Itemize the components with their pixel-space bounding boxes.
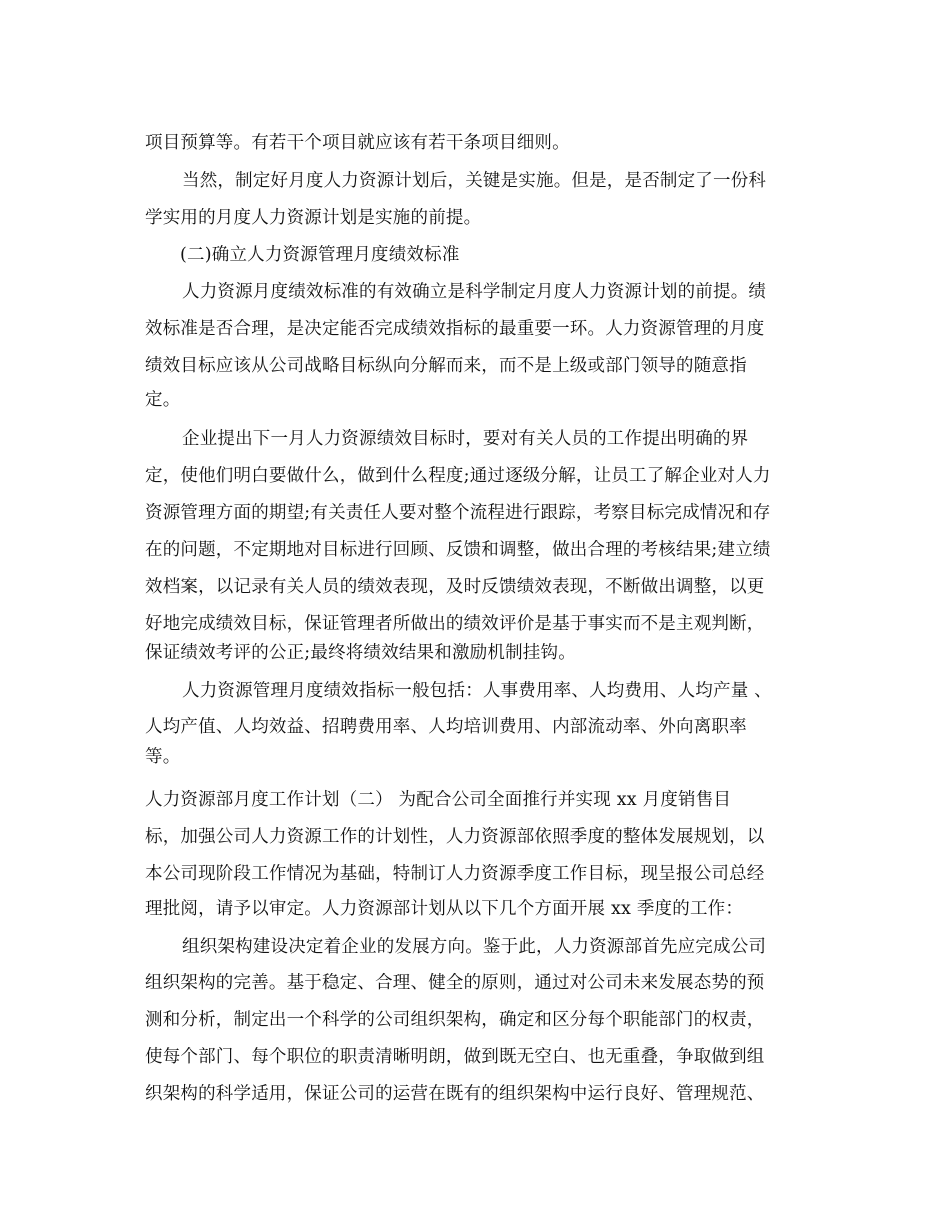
text-line: 使每个部门、每个职位的职责清晰明朗，做到既无空白、也无重叠，争取做到组 [145,1047,765,1067]
text-line: 等。 [145,747,181,767]
text-line: 组织架构的完善。基于稳定、合理、健全的原则，通过对公司未来发展态势的预 [145,973,765,993]
text-line: 定。 [145,390,181,410]
text-line: 保证绩效考评的公正;最终将绩效结果和激励机制挂钩。 [145,643,576,663]
text-line: 效档案，以记录有关人员的绩效表现，及时反馈绩效表现，不断做出调整，以更 [145,577,765,597]
text-line: 绩效目标应该从公司战略目标纵向分解而来，而不是上级或部门领导的随意指 [145,356,747,376]
text-line: 人均产值、人均效益、招聘费用率、人均培训费用、内部流动率、外向离职率 [145,717,747,737]
text-line: 好地完成绩效目标，保证管理者所做出的绩效评价是基于事实而不是主观判断， [145,614,765,634]
text-line: 效标准是否合理，是决定能否完成绩效指标的最重要一环。人力资源管理的月度 [145,319,765,339]
text-line: 理批阅，请予以审定。人力资源部计划从以下几个方面开展 xx 季度的工作： [145,899,744,919]
text-line: 织架构的科学适用，保证公司的运营在既有的组织架构中运行良好、管理规范、 [145,1084,765,1104]
text-line: 人力资源部月度工作计划（二） 为配合公司全面推行并实现 xx 月度销售目 [145,790,732,810]
text-line: 人力资源管理月度绩效指标一般包括：人事费用率、人均费用、人均产量 、 [182,681,772,701]
text-line: 企业提出下一月人力资源绩效目标时，要对有关人员的工作提出明确的界 [182,429,749,449]
text-line: 学实用的月度人力资源计划是实施的前提。 [145,208,482,228]
text-line: 组织架构建设决定着企业的发展方向。鉴于此，人力资源部首先应完成公司 [182,937,767,957]
text-line: 本公司现阶段工作情况为基础，特制订人力资源季度工作目标，现呈报公司总经 [145,864,765,884]
text-line: 在的问题，不定期地对目标进行回顾、反馈和调整，做出合理的考核结果;建立绩 [145,540,771,560]
text-line: 当然，制定好月度人力资源计划后，关键是实施。但是，是否制定了一份科 [182,171,767,191]
text-line: 项目预算等。有若干个项目就应该有若干条项目细则。 [145,133,570,153]
text-line: 人力资源月度绩效标准的有效确立是科学制定月度人力资源计划的前提。绩 [182,282,767,302]
text-line: 测和分析，制定出一个科学的公司组织架构，确定和区分每个职能部门的权责， [145,1010,765,1030]
section-heading: (二)确立人力资源管理月度绩效标准 [180,245,460,265]
text-line: 定，使他们明白要做什么，做到什么程度;通过逐级分解，让员工了解企业对人力 [145,466,771,486]
text-line: 标，加强公司人力资源工作的计划性，人力资源部依照季度的整体发展规划，以 [145,827,765,847]
text-line: 资源管理方面的期望;有关责任人要对整个流程进行跟踪，考察目标完成情况和存 [145,503,771,523]
